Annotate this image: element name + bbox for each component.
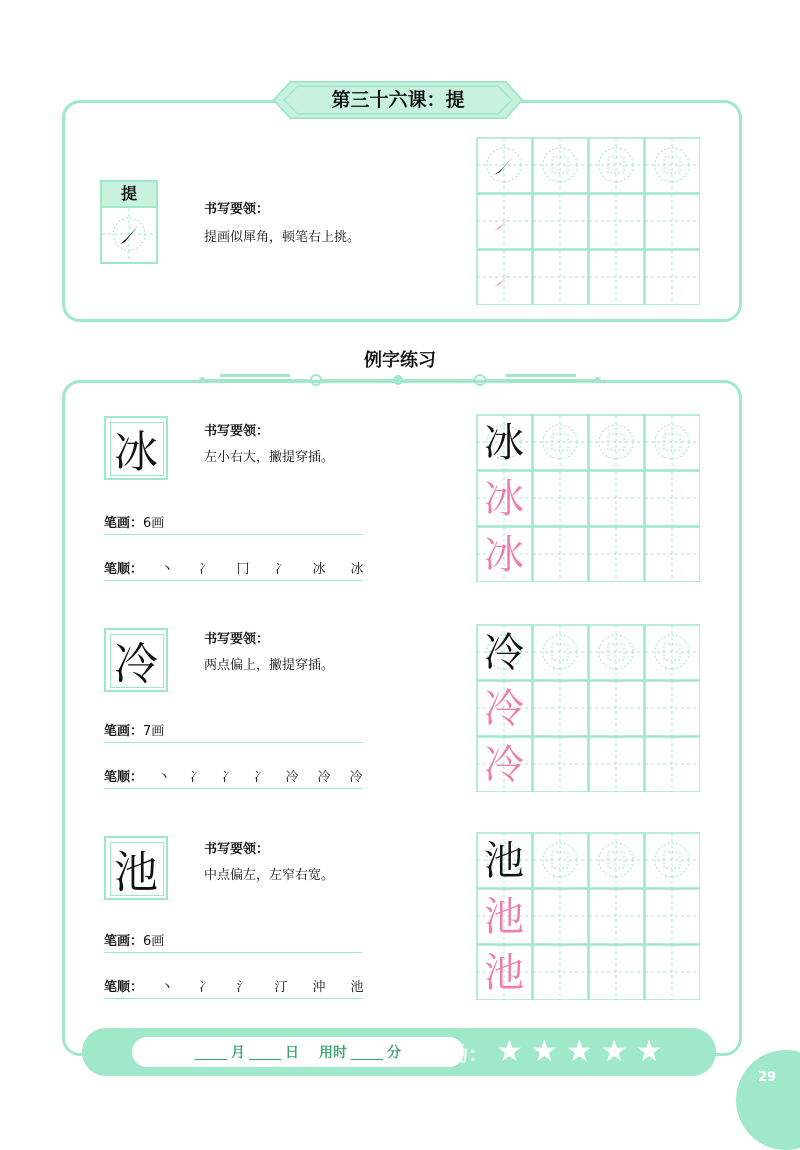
stroke-order-step: 丶 (157, 770, 171, 785)
example-1-strokes-label: 笔画： (104, 516, 144, 531)
stroke-order-step: 冫 (221, 770, 235, 785)
stroke-sample-label: 提 (102, 182, 156, 208)
footer-bar (82, 1028, 716, 1076)
example-2-stroke-count: 7画 (143, 724, 165, 739)
page-number: 29 (758, 1070, 777, 1085)
practice-char: 冷 (484, 742, 524, 788)
stroke-sample-box (100, 180, 158, 264)
stroke-order-step: 冰 (312, 562, 326, 577)
section-title: 例字练习 (364, 350, 436, 371)
example-1-char: 冰 (114, 427, 158, 478)
stroke-order-step: 汀 (274, 980, 288, 995)
lesson-title-banner (272, 80, 524, 120)
stroke-order-step: 氵 (236, 980, 250, 995)
example-3-stroke-row (104, 930, 362, 953)
practice-char: 池 (484, 838, 524, 884)
stroke-order-step: 冫 (274, 562, 288, 577)
time-label: 用时 (319, 1045, 347, 1061)
example-3-tips: 中点偏左，左窄右宽。 (204, 868, 335, 883)
example-3-stroke-count: 6画 (143, 934, 165, 949)
stroke-order-step: 冷 (349, 770, 363, 785)
example-2-tips-label: 书写要领： (204, 632, 270, 647)
example-1-tips: 左小右大，撇提穿插。 (204, 450, 335, 465)
practice-char: 冷 (484, 686, 524, 732)
practice-char: 池 (484, 894, 524, 940)
month-label: 月 (231, 1045, 245, 1061)
day-blank[interactable] (249, 1045, 281, 1060)
example-1-order-sequence (148, 558, 376, 577)
example-1-practice-grid (476, 414, 700, 582)
stroke-order-step: 池 (350, 980, 364, 995)
example-2-order-label: 笔顺： (104, 770, 144, 785)
example-3-order-sequence (148, 976, 376, 995)
example-1-char-box (104, 416, 168, 480)
stroke-order-step: 冫 (198, 562, 212, 577)
stroke-order-step: 冫 (189, 770, 203, 785)
stroke-order-step: 沖 (312, 980, 326, 995)
stroke-order-step: 冫 (253, 770, 267, 785)
practice-char: 池 (484, 950, 524, 996)
lesson-tips-label: 书写要领： (204, 202, 270, 217)
example-3-strokes-label: 笔画： (104, 934, 144, 949)
example-3-order-row (104, 976, 362, 999)
star-icon[interactable]: ★ (565, 1034, 593, 1069)
stroke-order-step: 冂 (236, 562, 250, 577)
stroke-order-step: 冷 (317, 770, 331, 785)
example-2-char-box (104, 628, 168, 692)
lesson-title: 第三十六课：提 (331, 89, 465, 111)
practice-char: 冰 (484, 420, 524, 466)
star-icon[interactable]: ★ (600, 1034, 628, 1069)
example-2-char: 冷 (114, 639, 158, 690)
stroke-order-step: 丶 (160, 562, 174, 577)
example-2-practice-grid (476, 624, 700, 792)
practice-char: 冰 (484, 476, 524, 522)
month-blank[interactable] (195, 1045, 227, 1060)
example-3-char: 池 (114, 847, 158, 898)
example-2-stroke-row (104, 720, 362, 743)
example-1-stroke-row (104, 512, 362, 535)
example-3-order-label: 笔顺： (104, 980, 144, 995)
page-number-badge (736, 1050, 800, 1150)
example-1-stroke-count: 6画 (143, 516, 165, 531)
example-2-strokes-label: 笔画： (104, 724, 144, 739)
minutes-label: 分 (387, 1045, 401, 1061)
example-1-order-label: 笔顺： (104, 562, 144, 577)
reward-stars (496, 1036, 663, 1068)
stroke-order-step: 丶 (160, 980, 174, 995)
star-icon[interactable]: ★ (530, 1034, 558, 1069)
example-3-char-box (104, 836, 168, 900)
example-2-order-sequence (148, 766, 372, 785)
example-3-practice-grid (476, 832, 700, 1000)
example-1-order-row (104, 558, 362, 581)
example-3-tips-label: 书写要领： (204, 842, 270, 857)
star-icon[interactable]: ★ (635, 1034, 663, 1069)
example-2-tips: 两点偏上，撇提穿插。 (204, 658, 335, 673)
stroke-order-step: 冷 (285, 770, 299, 785)
reward-label: 奖励： (428, 1042, 488, 1066)
stroke-order-step: 冰 (350, 562, 364, 577)
stroke-sample-grid (102, 208, 156, 264)
minutes-blank[interactable] (351, 1045, 383, 1060)
day-label: 日 (285, 1045, 299, 1061)
practice-char: 冷 (484, 630, 524, 676)
star-icon[interactable]: ★ (496, 1034, 523, 1069)
stroke-order-step: 冫 (198, 980, 212, 995)
date-time-field (132, 1037, 464, 1067)
lesson-practice-grid (476, 137, 700, 305)
example-2-order-row (104, 766, 362, 789)
example-1-tips-label: 书写要领： (204, 424, 270, 439)
practice-char: 冰 (484, 532, 524, 578)
lesson-tips-text: 提画似犀角，顿笔右上挑。 (204, 230, 361, 245)
